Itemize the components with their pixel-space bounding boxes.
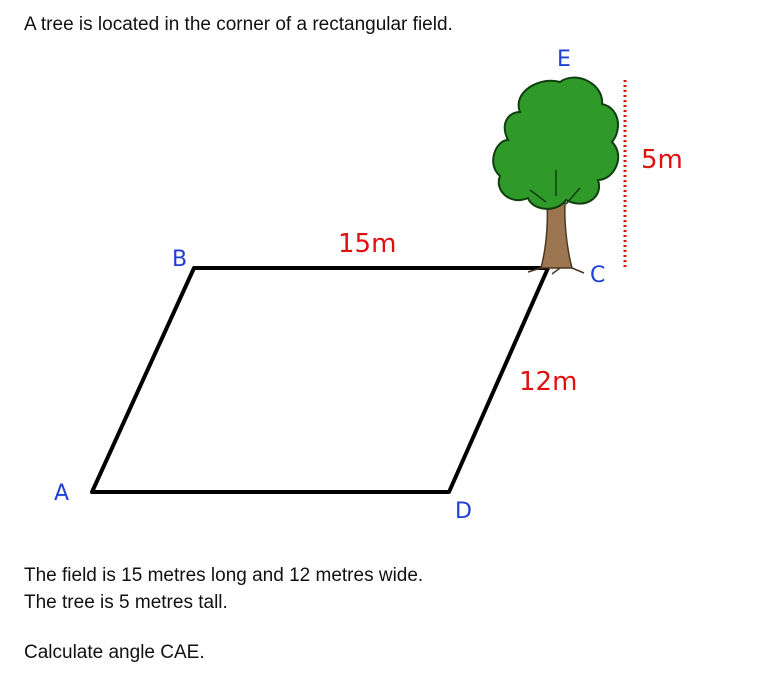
tree-icon xyxy=(493,78,618,274)
facts-block xyxy=(24,562,423,616)
fact-dimensions: The field is 15 metres long and 12 metres wide. xyxy=(24,565,424,586)
field-outline xyxy=(92,268,548,492)
point-label-e: E xyxy=(557,47,571,72)
length-label: 15m xyxy=(338,229,397,259)
point-label-d: D xyxy=(455,499,472,524)
fact-tree-height: The tree is 5 metres tall. xyxy=(24,592,228,613)
question-text: Calculate angle CAE. xyxy=(24,642,205,663)
intro-text: A tree is located in the corner of a rectangular field. xyxy=(24,14,453,35)
point-label-b: B xyxy=(172,247,188,272)
point-label-c: C xyxy=(590,263,606,288)
point-label-a: A xyxy=(54,481,70,506)
width-label: 12m xyxy=(519,367,578,397)
height-label: 5m xyxy=(641,145,683,175)
